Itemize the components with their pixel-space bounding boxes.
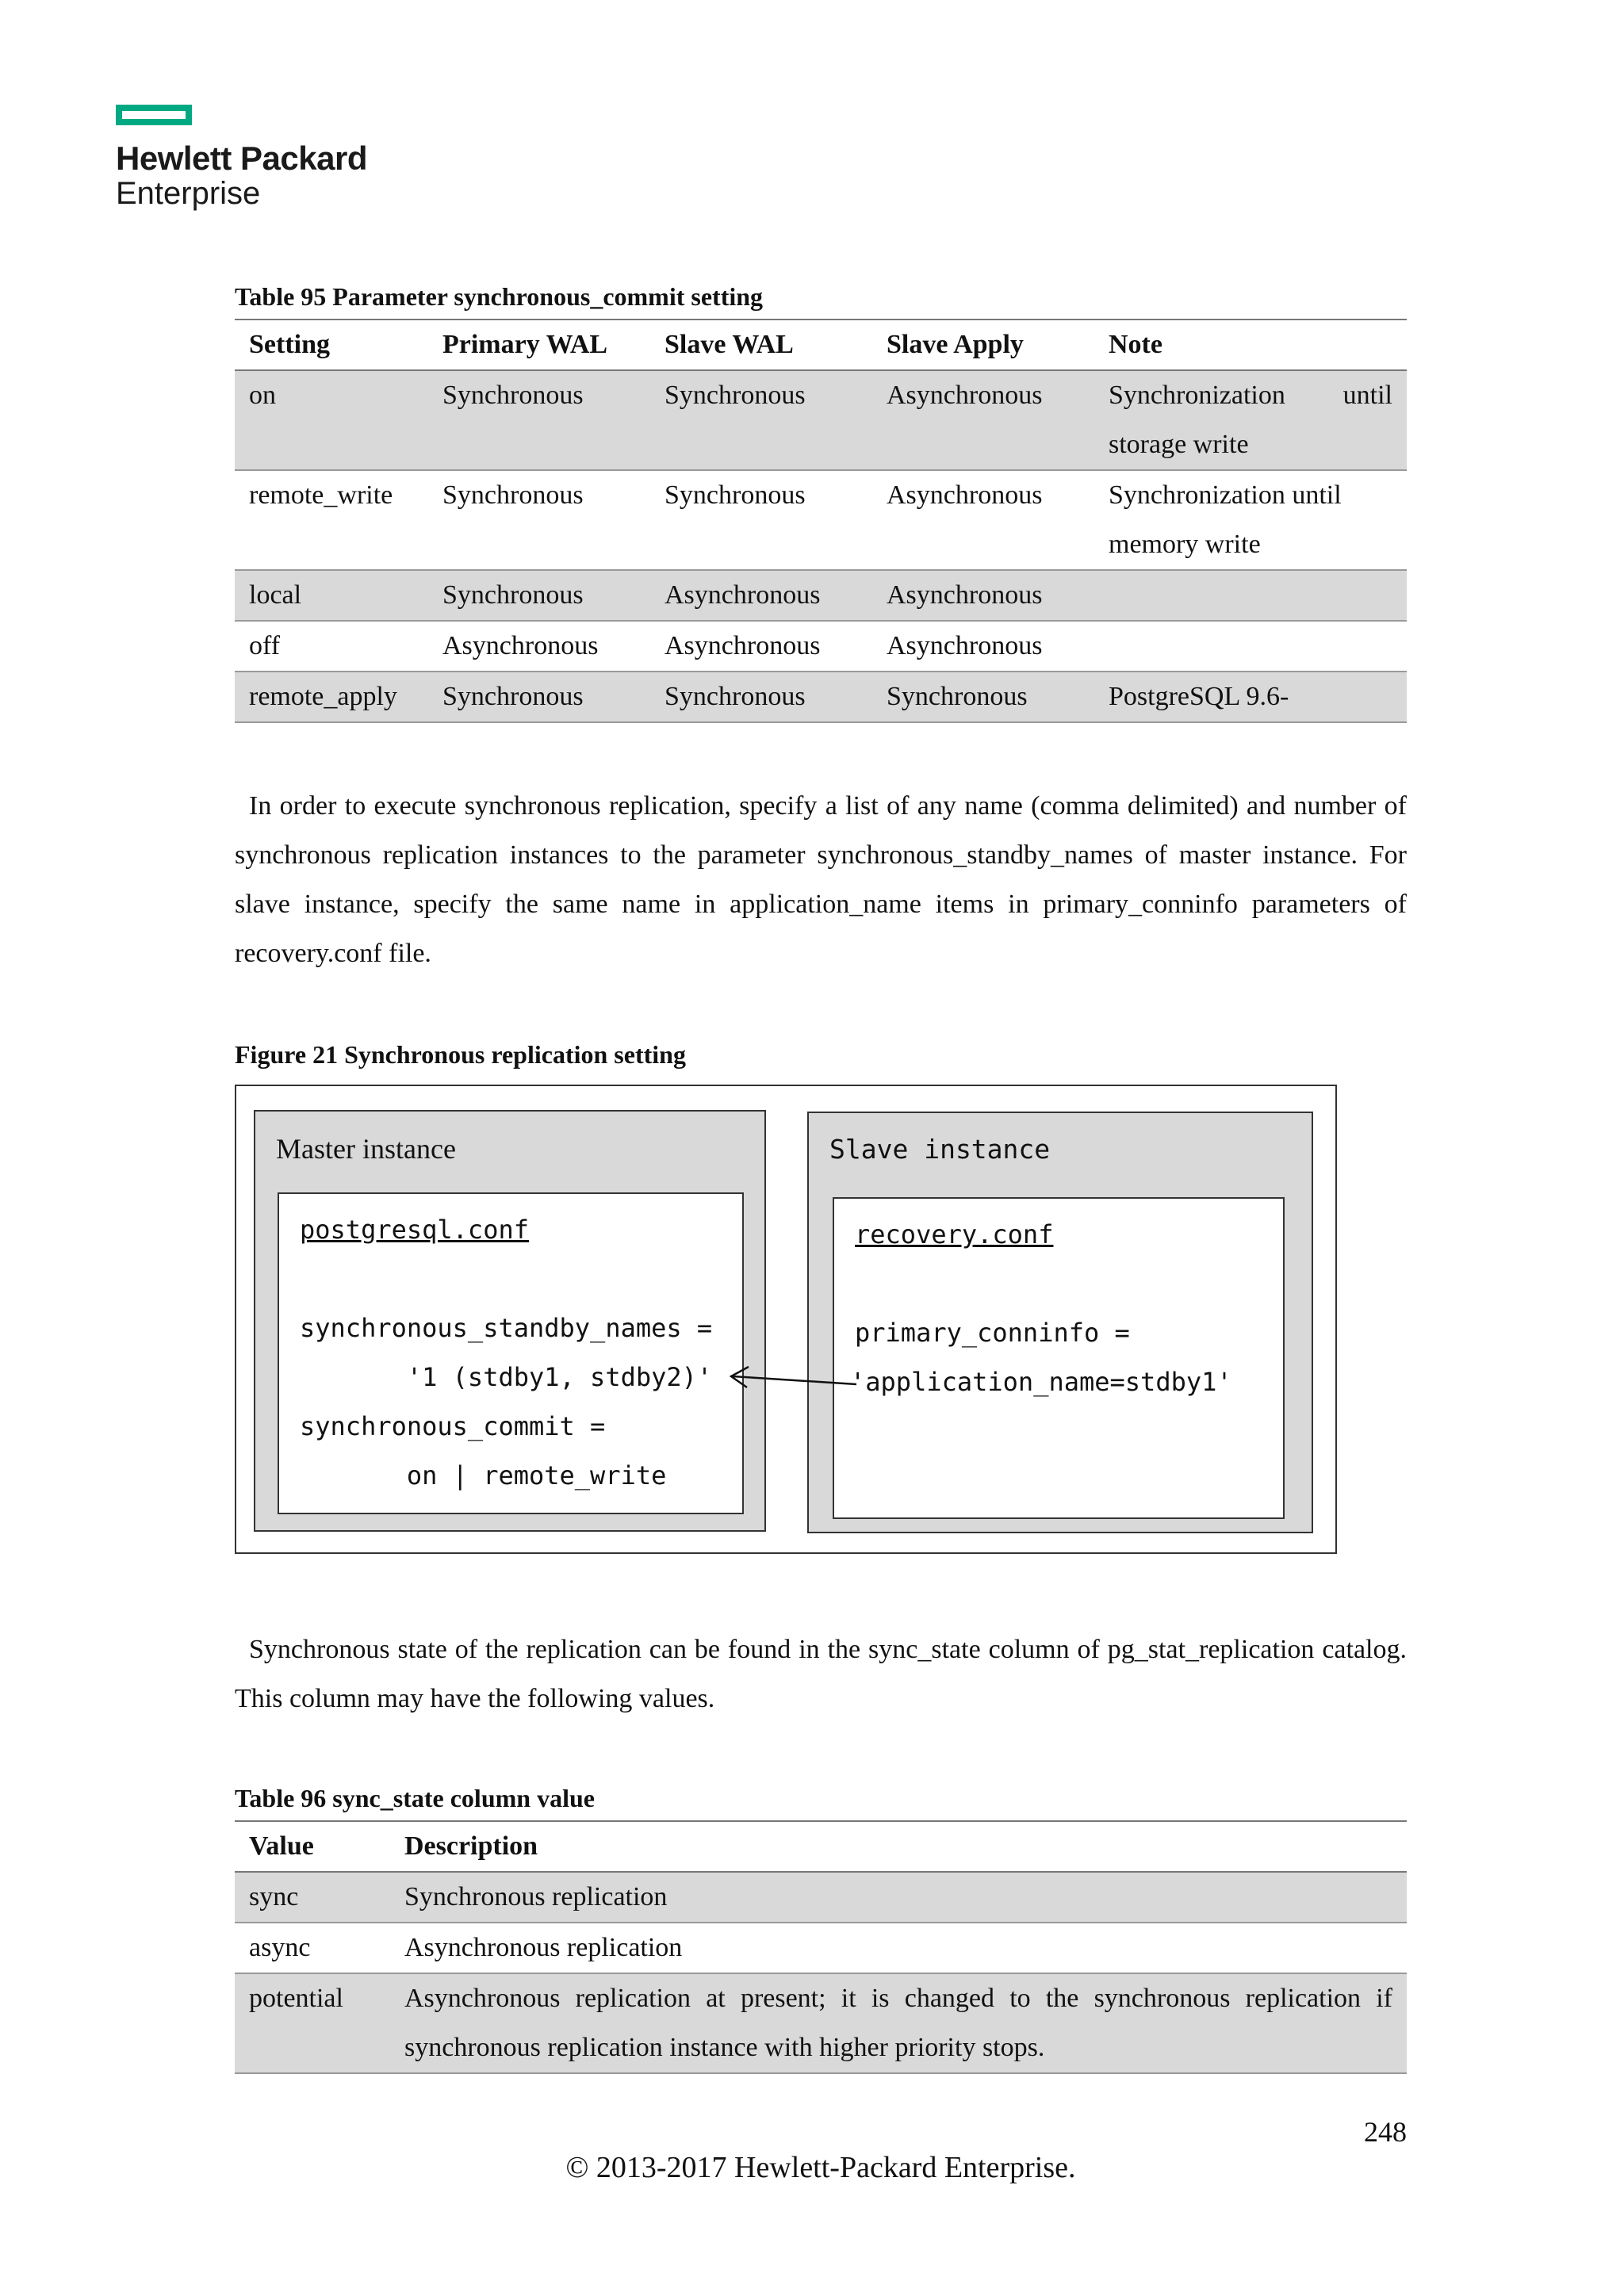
table96-header-row: [235, 1821, 1407, 1872]
config-line: '1 (stdby1, stdby2)': [300, 1362, 713, 1392]
table-row: [235, 672, 1407, 722]
table-row: [235, 570, 1407, 621]
table95-header: Note: [1094, 320, 1407, 370]
table96-header: Description: [390, 1821, 1407, 1872]
table-cell: potential: [235, 1973, 390, 2073]
postgresql-conf-filename: postgresql.conf: [300, 1215, 529, 1245]
table96: [235, 1820, 1407, 2074]
table95-section: [235, 281, 1407, 723]
table-cell: sync: [235, 1872, 390, 1923]
table95-caption: Table 95 Parameter synchronous_commit setting: [235, 282, 764, 311]
table95-header: Setting: [235, 320, 428, 370]
hpe-logo: [116, 105, 367, 211]
table-cell: Synchronous: [428, 370, 650, 470]
table-cell: on: [235, 370, 428, 470]
figure21-caption: Figure 21 Synchronous replication setting: [235, 1040, 686, 1069]
table95-header: Slave WAL: [650, 320, 872, 370]
table-cell: Synchronous: [650, 470, 872, 570]
config-line: synchronous_commit =: [300, 1411, 606, 1441]
config-line: on | remote_write: [300, 1460, 667, 1490]
table-row: [235, 1973, 1407, 2073]
table-cell: Synchronous: [650, 370, 872, 470]
table-cell: PostgreSQL 9.6-: [1094, 672, 1407, 722]
logo-line1: Hewlett Packard: [116, 140, 367, 177]
master-instance-title: Master instance: [276, 1133, 456, 1165]
table-cell: Synchronous replication: [390, 1872, 1407, 1923]
slave-instance-title: Slave instance: [829, 1134, 1051, 1165]
page-number: 248: [1364, 2116, 1407, 2148]
paragraph-synchronous-replication: In order to execute synchronous replication, specify a list of any name (comma delimited) and number of synchronous replication instances to the parameter synchronous_standby_names of master instance. For slave instance, specify the same name in application_name items in primary_conninfo parameters of recovery.conf file.: [235, 791, 1407, 968]
table-cell: Synchronous: [428, 470, 650, 570]
table-cell: Asynchronous replication: [390, 1923, 1407, 1973]
table-cell: Synchronization until storage write: [1094, 370, 1407, 470]
table-cell: async: [235, 1923, 390, 1973]
table-cell: Asynchronous: [872, 370, 1094, 470]
table95-header: Slave Apply: [872, 320, 1094, 370]
table-row: [235, 1872, 1407, 1923]
table-cell: off: [235, 621, 428, 672]
table-cell: Asynchronous: [872, 621, 1094, 672]
logo-line2: Enterprise: [116, 176, 261, 211]
table-cell: remote_write: [235, 470, 428, 570]
table-cell: Asynchronous: [650, 570, 872, 621]
table96-caption: Table 96 sync_state column value: [235, 1784, 595, 1812]
table-row: [235, 370, 1407, 470]
table-cell: Asynchronous: [650, 621, 872, 672]
table96-section: [235, 1782, 1407, 2074]
table-cell: Asynchronous: [872, 570, 1094, 621]
table-row: [235, 1923, 1407, 1973]
table-cell: Synchronous: [872, 672, 1094, 722]
table-cell: Asynchronous replication at present; it is changed to the synchronous replication if synchronous replication instance with higher priority stops.: [390, 1973, 1407, 2073]
table-cell: Asynchronous: [428, 621, 650, 672]
table-cell: remote_apply: [235, 672, 428, 722]
table-cell: Synchronous: [428, 672, 650, 722]
figure21-diagram: [235, 1085, 1337, 1554]
table95-header: Primary WAL: [428, 320, 650, 370]
recovery-conf-filename: recovery.conf: [855, 1219, 1054, 1249]
table-cell: Asynchronous: [872, 470, 1094, 570]
table-cell: Synchronous: [650, 672, 872, 722]
config-line: primary_conninfo =: [855, 1318, 1130, 1348]
table96-header: Value: [235, 1821, 390, 1872]
hpe-logo-mark: [116, 105, 192, 125]
reference-arrow: [236, 1086, 1339, 1556]
table95-header-row: [235, 320, 1407, 370]
table-cell: [1094, 570, 1407, 621]
config-line: 'application_name=stdby1': [850, 1367, 1232, 1397]
table-row: [235, 621, 1407, 672]
table-cell: Synchronous: [428, 570, 650, 621]
config-line: synchronous_standby_names =: [300, 1313, 713, 1343]
table95: [235, 319, 1407, 723]
table-cell: local: [235, 570, 428, 621]
paragraph-sync-state: Synchronous state of the replication can be found in the sync_state column of pg_stat_replication catalog. This column may have the following values.: [235, 1635, 1407, 1713]
copyright-notice: © 2013-2017 Hewlett-Packard Enterprise.: [565, 2151, 1076, 2184]
table-cell: Synchronization until memory write: [1094, 470, 1407, 570]
table-row: [235, 470, 1407, 570]
table-cell: [1094, 621, 1407, 672]
